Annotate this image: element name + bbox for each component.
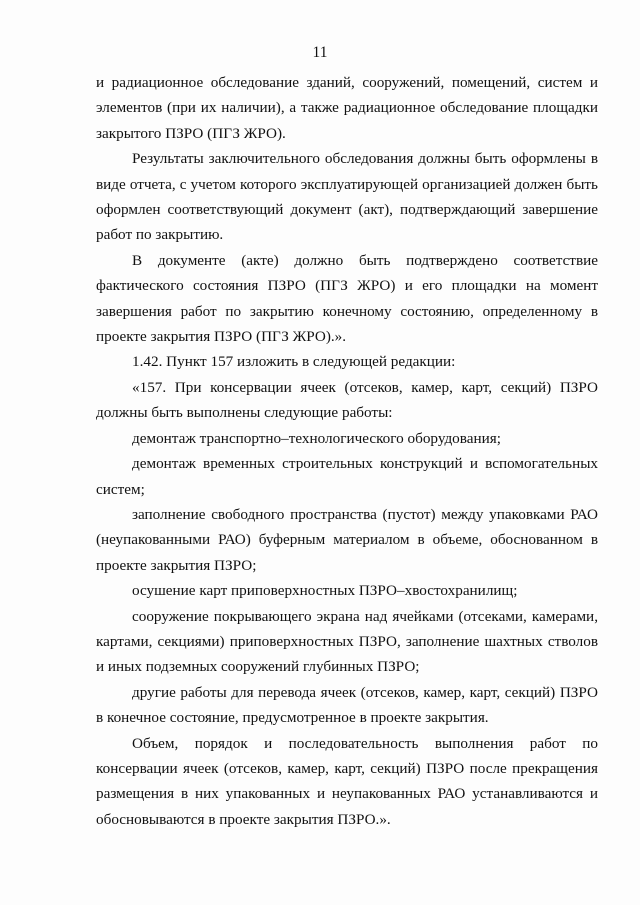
paragraph-radiation-survey: и радиационное обследование зданий, сооружений, помещений, систем и элементов (при их наличии), а также радиационное обследование площадки закрытого ПЗРО (ПГЗ ЖРО).	[96, 74, 598, 142]
list-item-dismantling-equipment: демонтаж транспортно–технологического оборудования;	[132, 429, 501, 447]
document-body	[96, 70, 598, 832]
paragraph-scope-and-order: Объем, порядок и последовательность выполнения работ по консервации ячеек (отсеков, камер, карт, секций) ПЗРО после прекращения размещения в них упакованных и неупакованных РАО устанавливаются и обосновываются в проекте закрытия ПЗРО.».	[96, 734, 598, 828]
paragraph-act-confirmation: В документе (акте) должно быть подтверждено соответствие фактического состояния ПЗРО (ПГЗ ЖРО) и его площадки на момент завершения работ по закрытию конечному состоянию, определенному в проекте закрытия ПЗРО (ПГЗ ЖРО).».	[96, 251, 598, 346]
list-item-other-works: другие работы для перевода ячеек (отсеков, камер, карт, секций) ПЗРО в конечное состояние, предусмотренное в проекте закрытия.	[96, 683, 598, 727]
paragraph-clause-1-42: 1.42. Пункт 157 изложить в следующей редакции:	[132, 353, 456, 371]
list-item-cover-screen: сооружение покрывающего экрана над ячейками (отсеками, камерами, картами, секциями) приповерхностных ПЗРО, заполнение шахтных стволов и иных подземных сооружений глубинных ПЗРО;	[96, 607, 598, 676]
page-number: 11	[312, 44, 328, 61]
paragraph-final-survey-results: Результаты заключительного обследования должны быть оформлены в виде отчета, с учетом которого эксплуатирующей организацией должен быть оформлен соответствующий документ (акт), подтверждающий завершение работ по закрытию.	[96, 150, 598, 244]
list-item-dismantling-structures: демонтаж временных строительных конструкций и вспомогательных систем;	[96, 455, 598, 498]
paragraph-clause-157-intro: «157. При консервации ячеек (отсеков, камер, карт, секций) ПЗРО должны быть выполнены следующие работы:	[96, 378, 598, 422]
list-item-drainage: осушение карт приповерхностных ПЗРО–хвостохранилищ;	[132, 582, 518, 600]
list-item-buffer-filling: заполнение свободного пространства (пустот) между упаковками РАО (неупакованными РАО) буферным материалом в объеме, обоснованном в проекте закрытия ПЗРО;	[96, 505, 598, 574]
